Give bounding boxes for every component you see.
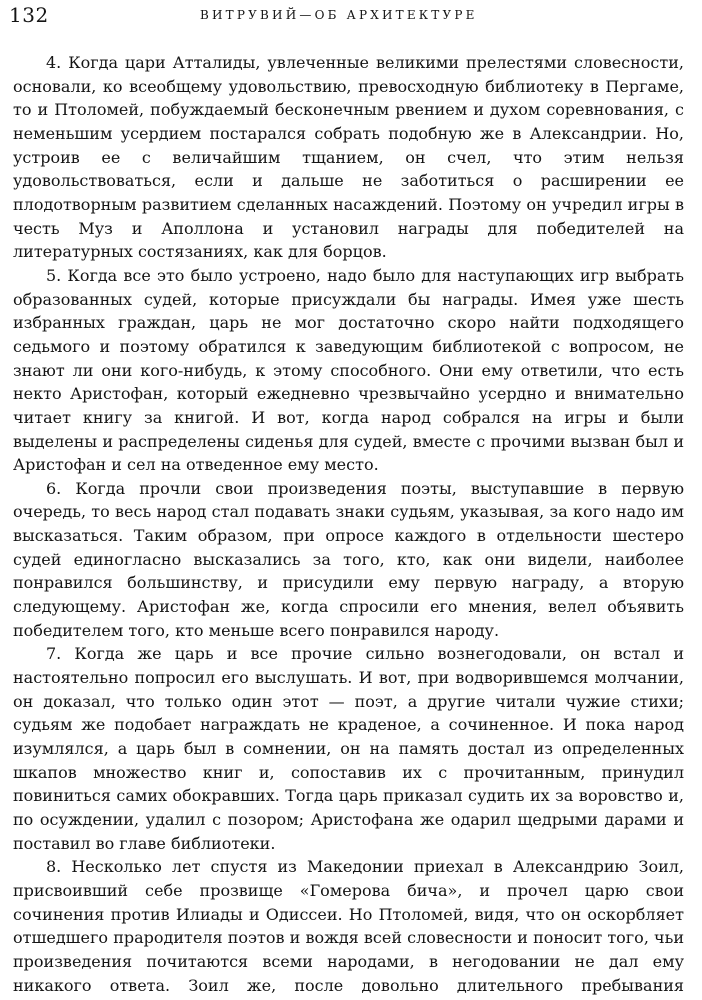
page-number: 132: [9, 3, 49, 27]
paragraph-7: 7. Когда же царь и все прочие сильно вознегодовали, он встал и настоятельно попросил его выслушать. И вот, при водворившемся молчании, он доказал, что только один этот — поэт, а другие читали чужие стихи; судьям же подобает награждать не краденое, а сочиненное. И пока народ изумлялся, а царь был в сомнении, он на память достал из определенных шкапов множество книг и, сопоставив их с прочитанным, принудил повиниться самих обокравших. Тогда царь приказал судить их за воровство и, по осуждении, удалил с позором; Аристофана же одарил щедрыми дарами и поставил во главе библиотеки.: [13, 644, 684, 853]
running-title: ВИТРУВИЙ—ОБ АРХИТЕКТУРЕ: [200, 8, 478, 22]
paragraph-8: 8. Несколько лет спустя из Македонии приехал в Александрию Зоил, присвоивший себе прозвище «Гомерова бича», и прочел царю свои сочинения против Илиады и Одиссеи. Но Птоломей, видя, что он оскорбляет отшедшего прародителя поэтов и вождя всей словесности и поносит того, чьи произведения почитаются всеми народами, в негодовании не дал ему никакого ответа. Зоил же, после довольно длительного пребывания: [13, 857, 684, 995]
paragraph-6: 6. Когда прочли свои произведения поэты, выступавшие в первую очередь, то весь народ стал подавать знаки судьям, указывая, за кого надо им высказаться. Таким образом, при опросе каждого в отдельности шестеро судей единогласно высказались за того, кто, как они видели, наиболее понравился большинству, и присудили ему первую награду, а вторую следующему. Аристофан же, когда спросили его мнения, велел объявить победителем того, кто меньше всего понравился народу.: [13, 478, 684, 640]
paragraph-4: 4. Когда цари Атталиды, увлеченные великими прелестями словесности, основали, ко всеобщему удовольствию, превосходную библиотеку в Пергаме, то и Птоломей, побуждаемый бесконечным рвением и духом соревнования, с неменьшим усердием постарался собрать подобную же в Александрии. Но, устроив ее с величайшим тщанием, он счел, что этим нельзя удовольствоваться, если и дальше не заботиться о расширении ее плодотворным развитием сделанных насаждений. Поэтому он учредил игры в честь Муз и Аполлона и установил награды для победителей на литературных состязаниях, как для борцов.: [13, 53, 684, 262]
paragraph-5: 5. Когда все это было устроено, надо было для наступающих игр выбрать образованных судей, которые присуждали бы награды. Имея уже шесть избранных граждан, царь не мог достаточно скоро найти подходящего седьмого и поэтому обратился к заведующим библиотекой с вопросом, не знают ли они кого-нибудь, к этому способного. Они ему ответили, что есть некто Аристофан, который ежедневно чрезвычайно усердно и внимательно читает книгу за книгой. И вот, когда народ собрался на игры и были выделены и распределены сиденья для судей, вместе с прочими вызван был и Аристофан и сел на отведенное ему место.: [13, 265, 684, 475]
running-head: [0, 3, 702, 27]
body-text: [13, 51, 684, 997]
